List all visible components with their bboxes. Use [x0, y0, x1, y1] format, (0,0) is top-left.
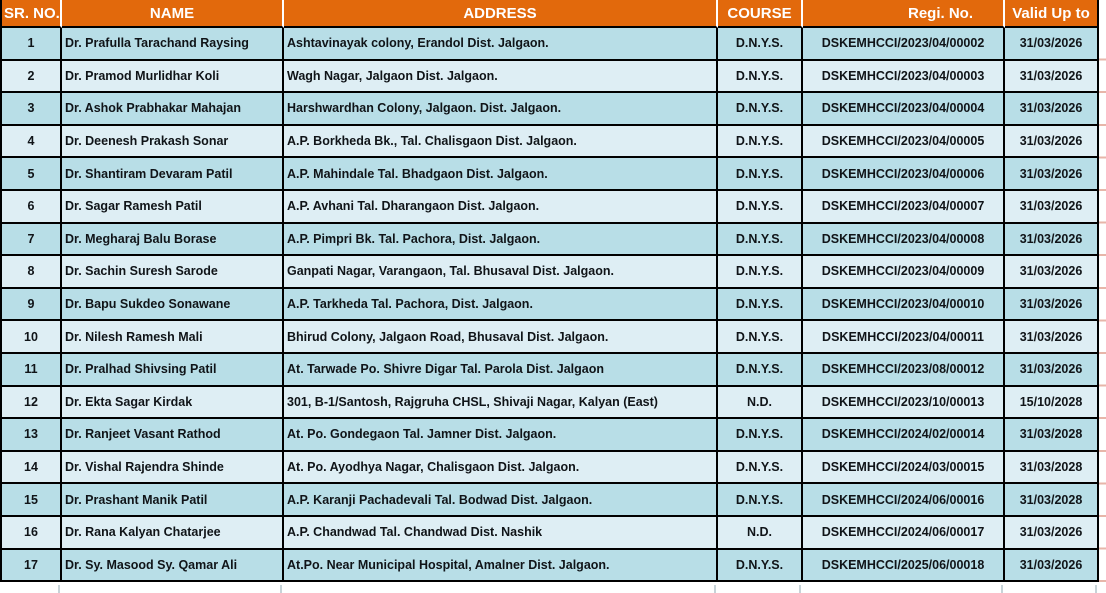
header-address: ADDRESS — [284, 0, 718, 28]
cell-regi-no: DSKEMHCCI/2023/04/00002 — [803, 28, 1005, 61]
cell-address: Harshwardhan Colony, Jalgaon. Dist. Jalgaon. — [284, 93, 718, 126]
cell-regi-no: DSKEMHCCI/2023/04/00011 — [803, 321, 1005, 354]
cell-valid-up-to: 31/03/2028 — [1005, 484, 1099, 517]
cell-address: At. Po. Gondegaon Tal. Jamner Dist. Jalgaon. — [284, 419, 718, 452]
cell-sr-no: 2 — [2, 61, 62, 94]
table-row — [2, 387, 1099, 420]
cell-valid-up-to: 31/03/2026 — [1005, 550, 1099, 583]
cell-valid-up-to: 31/03/2026 — [1005, 191, 1099, 224]
cell-course: D.N.Y.S. — [718, 419, 803, 452]
cell-course: D.N.Y.S. — [718, 354, 803, 387]
cell-course: D.N.Y.S. — [718, 256, 803, 289]
cell-regi-no: DSKEMHCCI/2024/02/00014 — [803, 419, 1005, 452]
cell-course: D.N.Y.S. — [718, 550, 803, 583]
table-row — [2, 289, 1099, 322]
cell-valid-up-to: 31/03/2026 — [1005, 256, 1099, 289]
table-body — [2, 28, 1099, 582]
cell-address: A.P. Pimpri Bk. Tal. Pachora, Dist. Jalgaon. — [284, 224, 718, 257]
cell-name: Dr. Rana Kalyan Chatarjee — [62, 517, 284, 550]
cell-regi-no: DSKEMHCCI/2023/04/00010 — [803, 289, 1005, 322]
cell-address: A.P. Avhani Tal. Dharangaon Dist. Jalgaon. — [284, 191, 718, 224]
cell-sr-no: 11 — [2, 354, 62, 387]
table-row — [2, 126, 1099, 159]
cell-course: D.N.Y.S. — [718, 61, 803, 94]
cell-name: Dr. Megharaj Balu Borase — [62, 224, 284, 257]
cell-sr-no: 1 — [2, 28, 62, 61]
cell-address: Wagh Nagar, Jalgaon Dist. Jalgaon. — [284, 61, 718, 94]
cell-sr-no: 13 — [2, 419, 62, 452]
cell-valid-up-to: 31/03/2026 — [1005, 224, 1099, 257]
table-row — [2, 517, 1099, 550]
cell-regi-no: DSKEMHCCI/2023/04/00003 — [803, 61, 1005, 94]
ghost-gridline — [799, 585, 801, 593]
cell-sr-no: 7 — [2, 224, 62, 257]
cell-sr-no: 10 — [2, 321, 62, 354]
cell-valid-up-to: 31/03/2026 — [1005, 126, 1099, 159]
table-row — [2, 354, 1099, 387]
table-row — [2, 158, 1099, 191]
cell-name: Dr. Ashok Prabhakar Mahajan — [62, 93, 284, 126]
table-row — [2, 550, 1099, 583]
cell-address: At.Po. Near Municipal Hospital, Amalner Dist. Jalgaon. — [284, 550, 718, 583]
cell-course: D.N.Y.S. — [718, 484, 803, 517]
table-row — [2, 452, 1099, 485]
cell-address: A.P. Borkheda Bk., Tal. Chalisgaon Dist. Jalgaon. — [284, 126, 718, 159]
table-row — [2, 256, 1099, 289]
cell-regi-no: DSKEMHCCI/2023/04/00007 — [803, 191, 1005, 224]
cell-address: A.P. Chandwad Tal. Chandwad Dist. Nashik — [284, 517, 718, 550]
cell-sr-no: 8 — [2, 256, 62, 289]
cell-address: A.P. Karanji Pachadevali Tal. Bodwad Dist. Jalgaon. — [284, 484, 718, 517]
cell-course: N.D. — [718, 517, 803, 550]
cell-address: A.P. Mahindale Tal. Bhadgaon Dist. Jalgaon. — [284, 158, 718, 191]
cell-sr-no: 17 — [2, 550, 62, 583]
cell-valid-up-to: 31/03/2028 — [1005, 452, 1099, 485]
table-row — [2, 28, 1099, 61]
ghost-gridline — [1001, 585, 1003, 593]
cell-regi-no: DSKEMHCCI/2023/10/00013 — [803, 387, 1005, 420]
cell-name: Dr. Sy. Masood Sy. Qamar Ali — [62, 550, 284, 583]
cell-regi-no: DSKEMHCCI/2023/04/00004 — [803, 93, 1005, 126]
cell-sr-no: 5 — [2, 158, 62, 191]
cell-name: Dr. Pramod Murlidhar Koli — [62, 61, 284, 94]
cell-course: D.N.Y.S. — [718, 321, 803, 354]
cell-sr-no: 9 — [2, 289, 62, 322]
table-row — [2, 484, 1099, 517]
cell-name: Dr. Ranjeet Vasant Rathod — [62, 419, 284, 452]
cell-regi-no: DSKEMHCCI/2023/04/00008 — [803, 224, 1005, 257]
cell-valid-up-to: 31/03/2026 — [1005, 61, 1099, 94]
cell-address: Bhirud Colony, Jalgaon Road, Bhusaval Dist. Jalgaon. — [284, 321, 718, 354]
table-row — [2, 224, 1099, 257]
cell-valid-up-to: 31/03/2028 — [1005, 419, 1099, 452]
cell-regi-no: DSKEMHCCI/2024/03/00015 — [803, 452, 1005, 485]
cell-valid-up-to: 31/03/2026 — [1005, 321, 1099, 354]
header-row — [2, 0, 1099, 28]
cell-regi-no: DSKEMHCCI/2024/06/00016 — [803, 484, 1005, 517]
cell-valid-up-to: 31/03/2026 — [1005, 158, 1099, 191]
cell-sr-no: 16 — [2, 517, 62, 550]
cell-valid-up-to: 31/03/2026 — [1005, 354, 1099, 387]
cell-regi-no: DSKEMHCCI/2023/04/00009 — [803, 256, 1005, 289]
cell-sr-no: 3 — [2, 93, 62, 126]
cropped-next-row-gridlines — [0, 585, 1099, 593]
cell-regi-no: DSKEMHCCI/2023/08/00012 — [803, 354, 1005, 387]
cell-regi-no: DSKEMHCCI/2023/04/00006 — [803, 158, 1005, 191]
cell-sr-no: 4 — [2, 126, 62, 159]
cell-sr-no: 12 — [2, 387, 62, 420]
ghost-gridline — [1095, 585, 1097, 593]
header-name: NAME — [62, 0, 284, 28]
table-row — [2, 61, 1099, 94]
cell-sr-no: 14 — [2, 452, 62, 485]
header-regi-no: Regi. No. — [803, 0, 1005, 28]
ghost-gridline — [714, 585, 716, 593]
header-sr-no: SR. NO. — [2, 0, 62, 28]
cell-name: Dr. Sagar Ramesh Patil — [62, 191, 284, 224]
cell-valid-up-to: 31/03/2026 — [1005, 93, 1099, 126]
cell-name: Dr. Shantiram Devaram Patil — [62, 158, 284, 191]
cell-address: At. Tarwade Po. Shivre Digar Tal. Parola Dist. Jalgaon — [284, 354, 718, 387]
ghost-gridline — [280, 585, 282, 593]
cropped-next-column-gridlines — [1099, 28, 1106, 585]
cell-address: A.P. Tarkheda Tal. Pachora, Dist. Jalgaon. — [284, 289, 718, 322]
cell-regi-no: DSKEMHCCI/2023/04/00005 — [803, 126, 1005, 159]
table-row — [2, 93, 1099, 126]
cell-valid-up-to: 31/03/2026 — [1005, 517, 1099, 550]
cell-course: D.N.Y.S. — [718, 126, 803, 159]
cell-sr-no: 15 — [2, 484, 62, 517]
cell-name: Dr. Vishal Rajendra Shinde — [62, 452, 284, 485]
cell-name: Dr. Nilesh Ramesh Mali — [62, 321, 284, 354]
cell-regi-no: DSKEMHCCI/2025/06/00018 — [803, 550, 1005, 583]
cell-name: Dr. Prafulla Tarachand Raysing — [62, 28, 284, 61]
cell-valid-up-to: 15/10/2028 — [1005, 387, 1099, 420]
cell-course: D.N.Y.S. — [718, 289, 803, 322]
cell-name: Dr. Deenesh Prakash Sonar — [62, 126, 284, 159]
cell-name: Dr. Sachin Suresh Sarode — [62, 256, 284, 289]
header-valid-up-to: Valid Up to — [1005, 0, 1099, 28]
cell-address: At. Po. Ayodhya Nagar, Chalisgaon Dist. Jalgaon. — [284, 452, 718, 485]
cell-course: D.N.Y.S. — [718, 452, 803, 485]
cell-valid-up-to: 31/03/2026 — [1005, 28, 1099, 61]
cell-valid-up-to: 31/03/2026 — [1005, 289, 1099, 322]
cell-name: Dr. Ekta Sagar Kirdak — [62, 387, 284, 420]
cell-course: D.N.Y.S. — [718, 93, 803, 126]
header-course: COURSE — [718, 0, 803, 28]
cell-name: Dr. Bapu Sukdeo Sonawane — [62, 289, 284, 322]
cell-address: Ganpati Nagar, Varangaon, Tal. Bhusaval Dist. Jalgaon. — [284, 256, 718, 289]
cell-name: Dr. Pralhad Shivsing Patil — [62, 354, 284, 387]
cell-course: N.D. — [718, 387, 803, 420]
cell-course: D.N.Y.S. — [718, 191, 803, 224]
cell-course: D.N.Y.S. — [718, 28, 803, 61]
table-row — [2, 419, 1099, 452]
cell-name: Dr. Prashant Manik Patil — [62, 484, 284, 517]
ghost-gridline — [58, 585, 60, 593]
table-header — [2, 0, 1099, 28]
cell-sr-no: 6 — [2, 191, 62, 224]
cell-course: D.N.Y.S. — [718, 158, 803, 191]
table-row — [2, 321, 1099, 354]
cell-address: Ashtavinayak colony, Erandol Dist. Jalgaon. — [284, 28, 718, 61]
table-row — [2, 191, 1099, 224]
cell-address: 301, B-1/Santosh, Rajgruha CHSL, Shivaji Nagar, Kalyan (East) — [284, 387, 718, 420]
cell-regi-no: DSKEMHCCI/2024/06/00017 — [803, 517, 1005, 550]
cell-course: D.N.Y.S. — [718, 224, 803, 257]
